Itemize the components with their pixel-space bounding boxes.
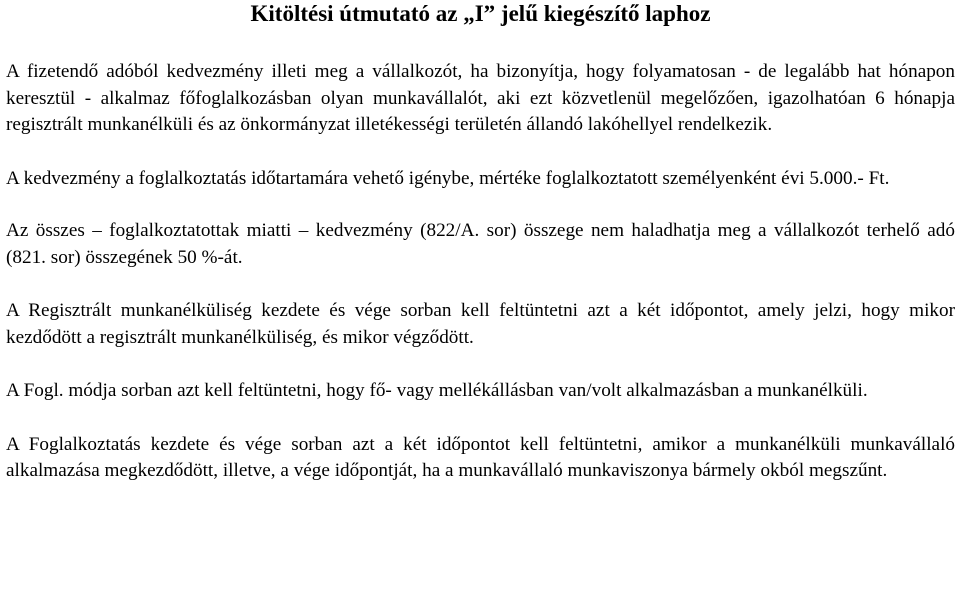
paragraph-discount-amount: A kedvezmény a foglalkoztatás időtartamára vehető igénybe, mértéke foglalkoztatott személyenként évi 5.000.- Ft. [6,167,890,189]
paragraph-eligibility: A fizetendő adóból kedvezmény illeti meg a vállalkozót, ha bizonyítja, hogy folyamatosan - de legalább hat hónapon keresztül - alkalmaz főfoglalkozásban olyan munkavállalót, aki ezt közvetlenül megelőzően, igazolhatóan 6 hónapja regisztrált munkanélküli és az önkormányzat illetékességi területén állandó lakóhellyel rendelkezik. [6,61,955,135]
document-title: Kitöltési útmutató az „I” jelű kiegészítő laphoz [250,1,711,26]
paragraph-employment-mode: A Fogl. módja sorban azt kell feltüntetni, hogy fő- vagy mellékállásban van/volt alkalmazásban a munkanélküli. [6,380,868,401]
paragraph-employment-dates: A Foglalkoztatás kezdete és vége sorban azt a két időpontot kell feltüntetni, amikor a munkanélküli munkavállaló alkalmazása megkezdődött, illetve, a vége időpontját, ha a munkavállaló munkaviszonya bármely okból megszűnt. [6,433,955,481]
paragraph-unemployment-dates: A Regisztrált munkanélküliség kezdete és vége sorban kell feltüntetni azt a két időpontot, amely jelzi, hogy mikor kezdődött a regisztrált munkanélküliség, és mikor végződött. [6,300,955,348]
paragraph-discount-limit: Az összes – foglalkoztatottak miatti – kedvezmény (822/A. sor) összege nem haladhatja meg a vállalkozót terhelő adó (821. sor) összegének 50 %-át. [6,220,955,268]
